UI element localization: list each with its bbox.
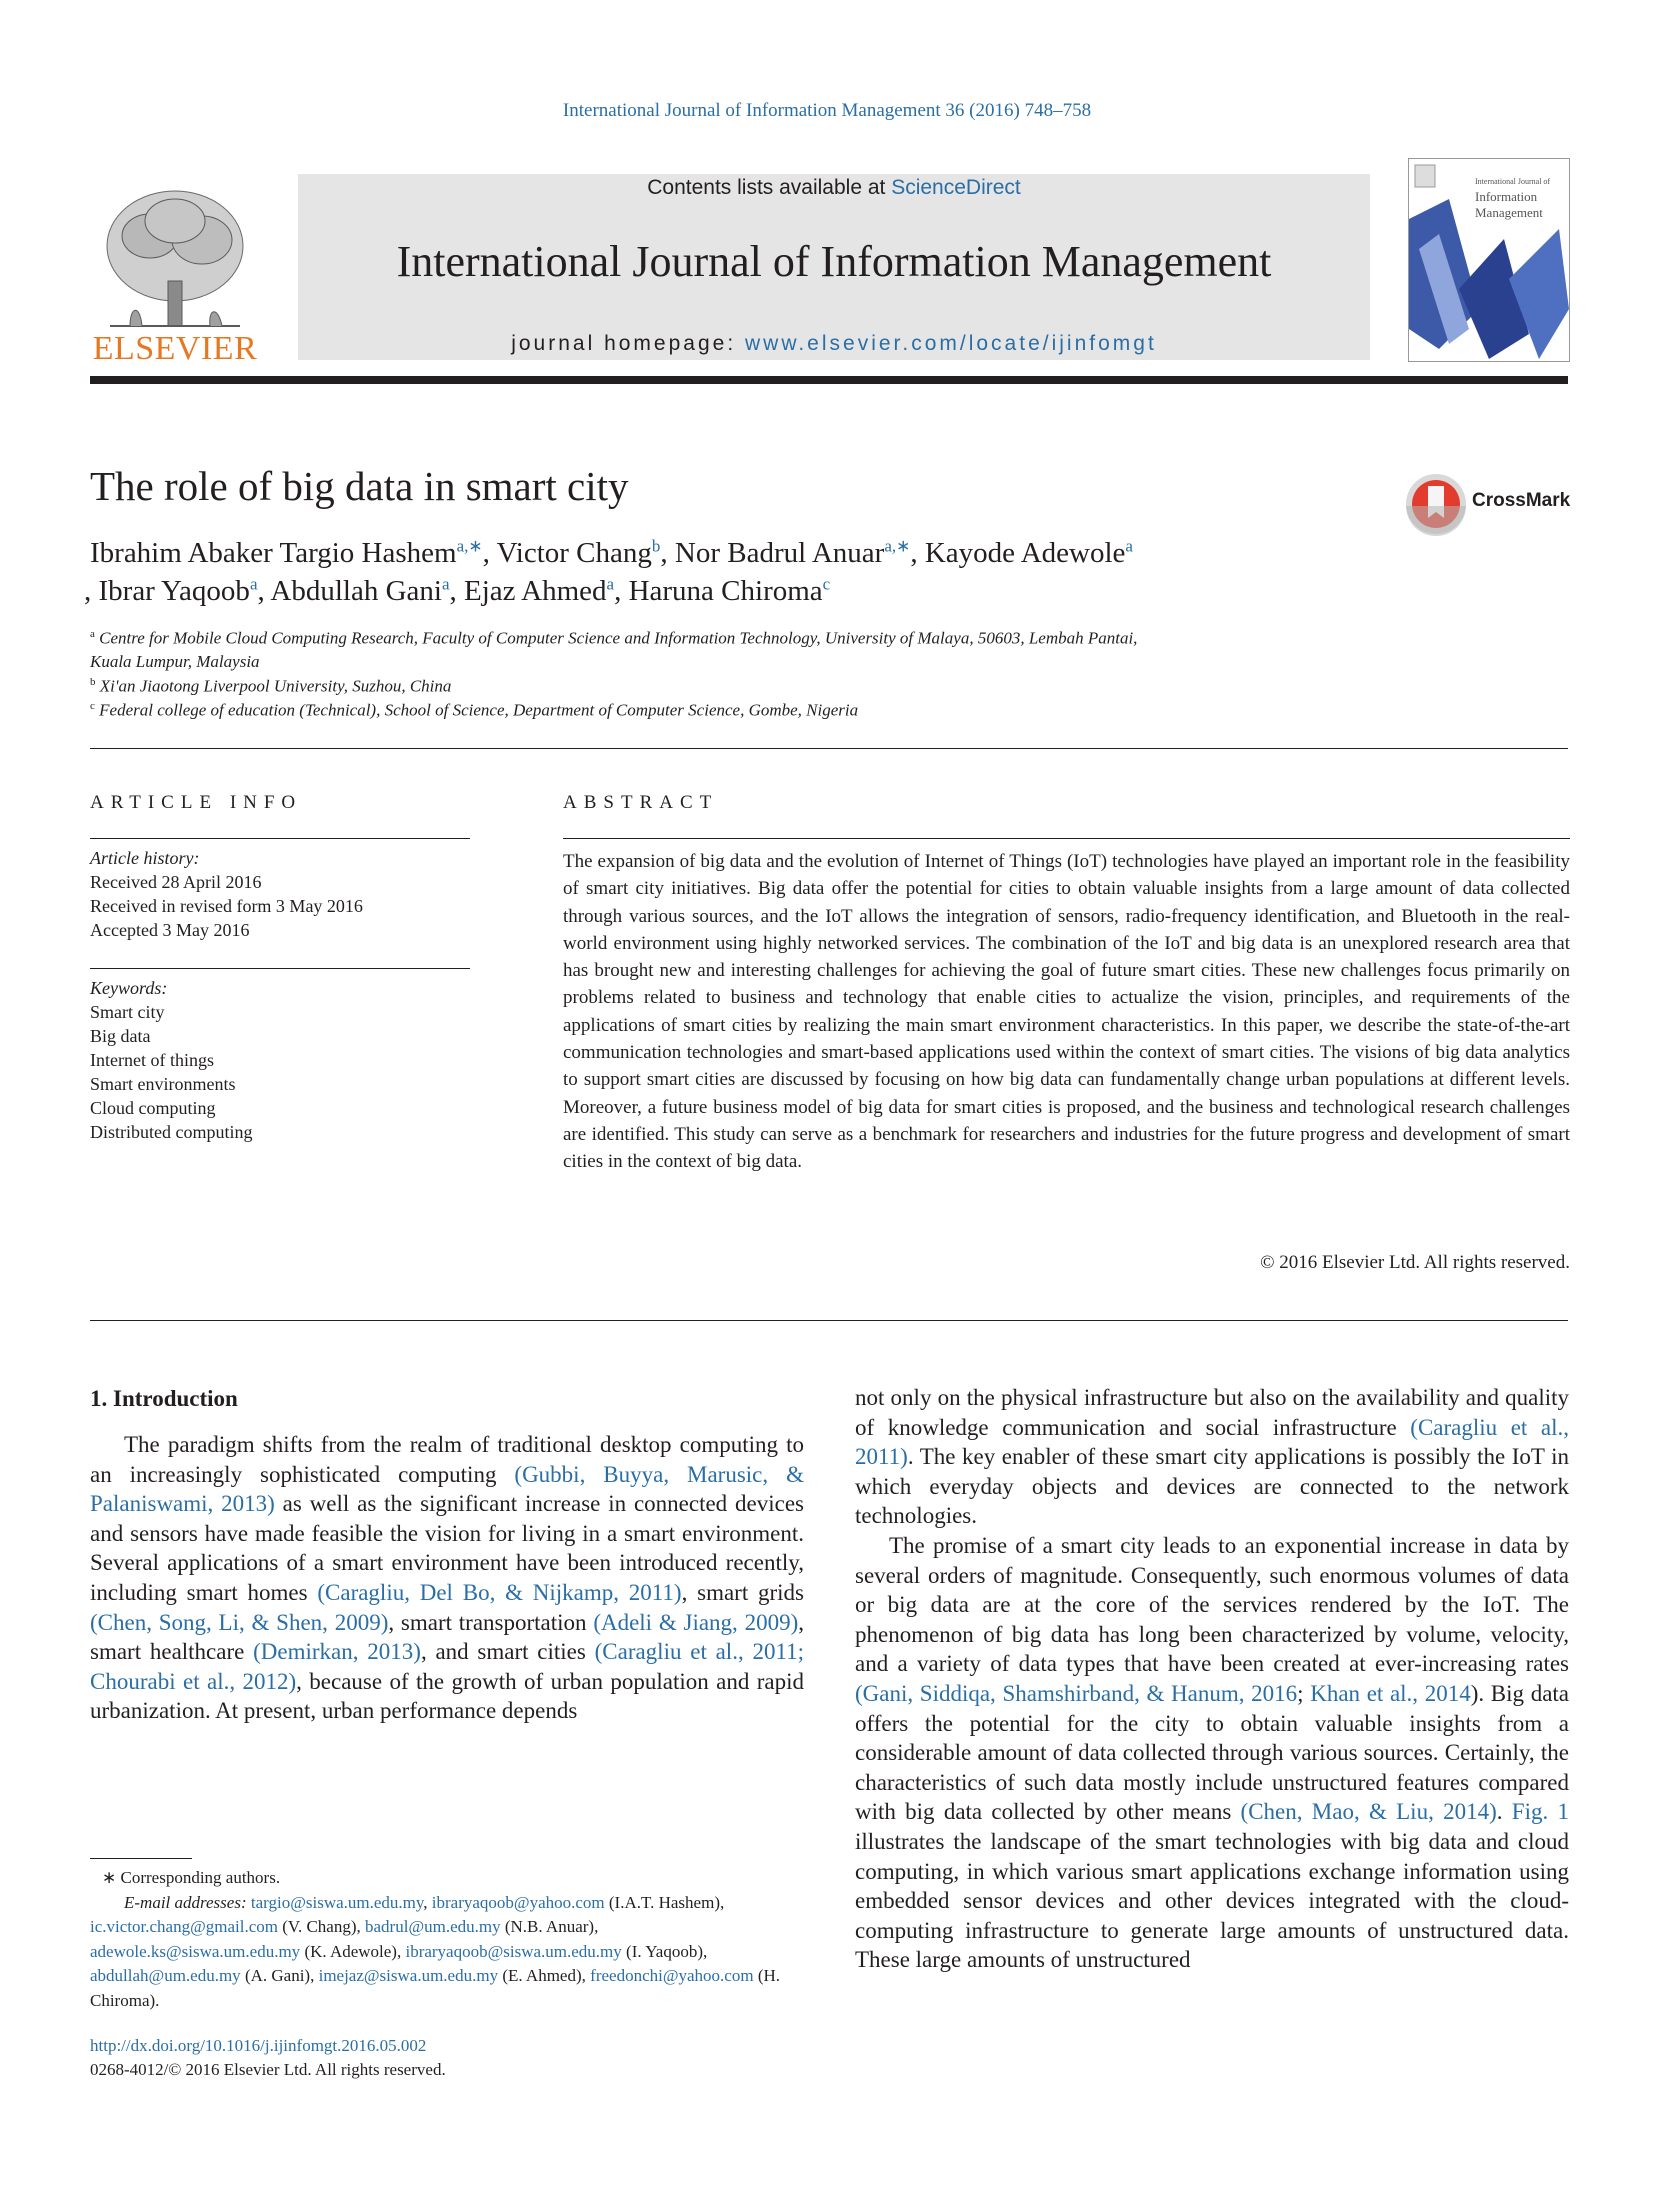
intro-paragraph-1-continued bbox=[855, 1383, 1569, 1531]
body-text-run: , and smart cities bbox=[420, 1639, 595, 1665]
keyword-item: Smart environments bbox=[90, 1074, 236, 1094]
affiliation-b bbox=[90, 676, 451, 697]
sciencedirect-link[interactable]: ScienceDirect bbox=[891, 176, 1021, 199]
author-name: , Haruna Chiroma bbox=[614, 574, 823, 607]
author-name: , Abdullah Gani bbox=[257, 574, 442, 607]
body-text-run: (H. Chiroma). bbox=[90, 1966, 781, 2010]
elsevier-wordmark: ELSEVIER bbox=[92, 330, 258, 367]
cover-title-line2: Information bbox=[1475, 189, 1538, 204]
keywords-label: Keywords: bbox=[90, 978, 168, 998]
author-name: Ibrahim Abaker Targio Hashem bbox=[90, 536, 457, 569]
citation-link[interactable]: (Caragliu, Del Bo, & Nijkamp, 2011) bbox=[317, 1579, 682, 1605]
body-text-run: (K. Adewole), bbox=[300, 1941, 406, 1961]
body-text-run: illustrates the landscape of the smart technologies with big data and cloud computing, in which various smart applications exchange information using embedded sensor devices and other devices integrated with the cloud-computing infrastructure to generate large amounts of unstructured data. These large amounts of unstructured bbox=[855, 1828, 1569, 1973]
history-received: Received 28 April 2016 bbox=[90, 872, 262, 892]
crossmark-label[interactable]: CrossMark bbox=[1472, 490, 1571, 511]
affiliation-text: Centre for Mobile Cloud Computing Research, Faculty of Computer Science and Information Technology, University of Malaya, 50603, Lembah Pantai, bbox=[99, 628, 1138, 648]
homepage-label: journal homepage: bbox=[511, 332, 745, 355]
author-affiliation-mark[interactable]: b bbox=[651, 536, 661, 555]
author-name: , Ibrar Yaqoob bbox=[84, 574, 250, 607]
history-accepted: Accepted 3 May 2016 bbox=[90, 920, 250, 940]
author-4 bbox=[910, 537, 1133, 569]
body-text-run: , smart transportation bbox=[388, 1609, 594, 1635]
email-label: E-mail addresses: bbox=[124, 1892, 251, 1912]
cover-title-line1: International Journal of bbox=[1475, 177, 1551, 186]
citation-link[interactable]: (Gubbi, Buyya, Marusic, & Palaniswami, 2013) bbox=[90, 1461, 804, 1517]
author-affiliation-mark[interactable]: a bbox=[441, 574, 450, 593]
keywords-rule bbox=[90, 968, 470, 969]
contents-availability bbox=[298, 176, 1370, 200]
keyword-item: Big data bbox=[90, 1026, 151, 1046]
author-affiliation-mark[interactable]: c bbox=[822, 574, 831, 593]
contents-prefix: Contents lists available at bbox=[647, 176, 892, 199]
author-2 bbox=[483, 537, 661, 569]
author-1 bbox=[90, 537, 483, 569]
doi-link[interactable]: http://dx.doi.org/10.1016/j.ijinfomgt.2016.05.002 bbox=[90, 2036, 427, 2055]
body-text-run: (N.B. Anuar), bbox=[500, 1917, 599, 1936]
keyword-item: Cloud computing bbox=[90, 1098, 216, 1118]
email-link[interactable]: badrul@um.edu.my bbox=[365, 1917, 501, 1936]
keywords-list bbox=[90, 976, 252, 1144]
body-text-run: The paradigm shifts from the realm of traditional desktop computing to an increasingly sophisticated computing bbox=[90, 1432, 804, 1487]
affiliation-mark: b bbox=[90, 676, 96, 688]
article-info-heading: ARTICLE INFO bbox=[90, 792, 303, 813]
keyword-item: Smart city bbox=[90, 1002, 165, 1022]
body-text-run: (I. Yaqoob), bbox=[621, 1941, 708, 1961]
body-text-run: (E. Ahmed), bbox=[498, 1966, 591, 1985]
author-name: , Ejaz Ahmed bbox=[449, 574, 607, 607]
footnote-email-list bbox=[90, 1891, 804, 2014]
affiliation-text: Federal college of education (Technical), School of Science, Department of Computer Science, Gombe, Nigeria bbox=[99, 700, 859, 720]
body-text-run: (V. Chang), bbox=[277, 1917, 366, 1936]
keyword-item: Distributed computing bbox=[90, 1122, 253, 1142]
author-affiliation-mark[interactable]: a bbox=[1125, 536, 1133, 555]
journal-cover-thumbnail[interactable] bbox=[1408, 158, 1570, 362]
author-8 bbox=[614, 575, 830, 607]
email-link[interactable]: ic.victor.chang@gmail.com bbox=[90, 1917, 278, 1936]
cover-title-line3: Management bbox=[1475, 205, 1543, 220]
body-text-run: as well as the significant increase in connected devices and sensors have made feasible the vision for living in a smart environment. Several applications of a smart environment have been introduced recently, including smart homes bbox=[90, 1491, 804, 1605]
intro-paragraph-2 bbox=[855, 1531, 1569, 1975]
body-text-run: ; bbox=[1297, 1680, 1311, 1706]
keyword-item: Internet of things bbox=[90, 1050, 214, 1070]
abstract-rule bbox=[563, 838, 1570, 839]
author-name: , Nor Badrul Anuar bbox=[660, 536, 885, 569]
footnote-star: ∗ Corresponding authors. bbox=[102, 1868, 281, 1887]
affiliations-rule bbox=[90, 748, 1568, 749]
journal-name: International Journal of Information Management bbox=[396, 237, 1272, 286]
citation-link[interactable]: (Chen, Song, Li, & Shen, 2009) bbox=[90, 1609, 389, 1635]
journal-homepage bbox=[298, 332, 1370, 356]
crossmark-icon[interactable] bbox=[1404, 472, 1468, 536]
article-history bbox=[90, 846, 363, 942]
body-text-run: . bbox=[1496, 1799, 1512, 1825]
section-heading-introduction: 1. Introduction bbox=[90, 1386, 238, 1411]
affiliation-text: Xi'an Jiaotong Liverpool University, Suzhou, China bbox=[99, 676, 452, 696]
citation-link[interactable]: (Adeli & Jiang, 2009) bbox=[593, 1609, 799, 1635]
body-text-run: , smart healthcare bbox=[90, 1609, 804, 1665]
affiliation-a-continued bbox=[90, 652, 260, 672]
footnote-rule bbox=[90, 1858, 192, 1859]
homepage-link[interactable]: www.elsevier.com/locate/ijinfomgt bbox=[745, 332, 1157, 355]
history-revised: Received in revised form 3 May 2016 bbox=[90, 896, 363, 916]
affiliation-a bbox=[90, 628, 1137, 649]
body-column-right bbox=[855, 1383, 1569, 1975]
abstract-text bbox=[563, 848, 1570, 1176]
header-rule bbox=[90, 376, 1568, 384]
author-affiliation-mark[interactable]: a bbox=[249, 574, 258, 593]
abstract-copyright: © 2016 Elsevier Ltd. All rights reserved. bbox=[1260, 1252, 1570, 1273]
journal-citation[interactable]: International Journal of Information Management 36 (2016) 748–758 bbox=[562, 100, 1092, 121]
issn-copyright: 0268-4012/© 2016 Elsevier Ltd. All rights reserved. bbox=[90, 2060, 446, 2079]
email-link[interactable]: abdullah@um.edu.my bbox=[90, 1966, 241, 1985]
citation-link[interactable]: (Demirkan, 2013) bbox=[253, 1639, 421, 1665]
author-7 bbox=[449, 575, 614, 607]
corresponding-authors-footnote bbox=[90, 1866, 804, 2013]
citation-link[interactable]: (Caragliu et al., 2011; Chourabi et al., 2012) bbox=[90, 1639, 804, 1694]
email-link[interactable]: targio@siswa.um.edu.my bbox=[250, 1892, 424, 1912]
author-name: , Victor Chang bbox=[482, 536, 652, 569]
author-affiliation-mark[interactable]: a bbox=[606, 574, 615, 593]
email-link[interactable]: imejaz@siswa.um.edu.my bbox=[318, 1966, 499, 1985]
affiliation-mark: a bbox=[90, 628, 95, 640]
affiliation-mark: c bbox=[90, 700, 95, 712]
body-text-run: , because of the growth of urban population and rapid urbanization. At present, urban performance depends bbox=[90, 1668, 804, 1724]
email-link[interactable]: ibraryaqoob@yahoo.com bbox=[431, 1892, 605, 1912]
email-link[interactable]: ibraryaqoob@siswa.um.edu.my bbox=[405, 1941, 622, 1961]
body-text-run: (A. Gani), bbox=[240, 1966, 319, 1985]
body-text-run: ). Big data offers the potential for the city to obtain valuable insights from a considerable amount of data collected through various sources. Certainly, the characteristics of such data mostly include unstructured features compared with big data collected by other means bbox=[855, 1680, 1570, 1825]
intro-paragraph-1 bbox=[90, 1430, 804, 1726]
body-text-run: , bbox=[423, 1892, 432, 1912]
citation-link[interactable]: Khan et al., 2014 bbox=[1310, 1680, 1471, 1706]
body-text-run: . The key enabler of these smart city applications is possibly the IoT in which everyday objects and devices are connected to the network technologies. bbox=[855, 1444, 1569, 1529]
citation-link[interactable]: Fig. 1 bbox=[1511, 1799, 1570, 1825]
author-5 bbox=[84, 575, 257, 607]
body-text-run: not only on the physical infrastructure but also on the availability and quality of knowledge communication and social infrastructure bbox=[855, 1385, 1569, 1440]
author-list-line-1 bbox=[90, 536, 1133, 570]
body-text-run: , smart grids bbox=[681, 1579, 804, 1605]
author-name: , Kayode Adewole bbox=[910, 536, 1126, 569]
abstract-paragraph: The expansion of big data and the evolution of Internet of Things (IoT) technologies have played an important role in the feasibility of smart city initiatives. Big data offer the potential for cities to obtain valuable insights from a large amount of data collected through various sources, and the IoT allows the integration of sensors, radio-frequency identification, and Bluetooth in the real-world environment using highly networked services. The combination of the IoT and big data is an unexplored research area that has brought new and interesting challenges for achieving the goal of future smart cities. These new challenges focus primarily on problems related to business and technology that enable cities to actualize the vision, principles, and requirements of the applications of smart cities by realizing the main smart environment characteristics. In this paper, we describe the state-of-the-art communication technologies and smart-based applications used within the context of smart cities. The visions of big data analytics to support smart cities are discussed by focusing on how big data can fundamentally change urban populations at different levels. Moreover, a future business model of big data for smart cities is proposed, and the business and technological research challenges are identified. This study can serve as a benchmark for researchers and industries for the future progress and development of smart cities in the context of big data. bbox=[563, 851, 1570, 1173]
abstract-heading: ABSTRACT bbox=[563, 792, 719, 813]
history-label: Article history: bbox=[90, 848, 200, 868]
author-affiliation-mark[interactable]: a,∗ bbox=[884, 536, 911, 555]
abstract-bottom-rule bbox=[90, 1320, 1568, 1321]
email-link[interactable]: adewole.ks@siswa.um.edu.my bbox=[90, 1941, 301, 1961]
affiliation-c bbox=[90, 700, 858, 721]
author-list-line-2 bbox=[84, 574, 830, 608]
affiliation-text: Kuala Lumpur, Malaysia bbox=[90, 652, 260, 671]
article-info-rule bbox=[90, 838, 470, 839]
citation-link[interactable]: (Chen, Mao, & Liu, 2014) bbox=[1240, 1799, 1497, 1825]
author-affiliation-mark[interactable]: a,∗ bbox=[456, 536, 483, 555]
author-6 bbox=[257, 575, 449, 607]
email-link[interactable]: freedonchi@yahoo.com bbox=[590, 1966, 754, 1985]
citation-link[interactable]: (Caragliu et al., 2011) bbox=[855, 1414, 1569, 1470]
body-text-run: (I.A.T. Hashem), bbox=[604, 1892, 725, 1912]
citation-link[interactable]: (Gani, Siddiqa, Shamshirband, & Hanum, 2016 bbox=[855, 1680, 1298, 1706]
author-3 bbox=[660, 537, 910, 569]
body-column-left bbox=[90, 1430, 804, 1726]
body-text-run: The promise of a smart city leads to an exponential increase in data by several orders of magnitude. Consequently, such enormous volumes of data or big data are at the core of the services rendered by the IoT. The phenomenon of big data has long been characterized by volume, velocity, and a variety of data types that have been created at ever-increasing rates bbox=[855, 1532, 1569, 1677]
article-title: The role of big data in smart city bbox=[90, 463, 629, 509]
